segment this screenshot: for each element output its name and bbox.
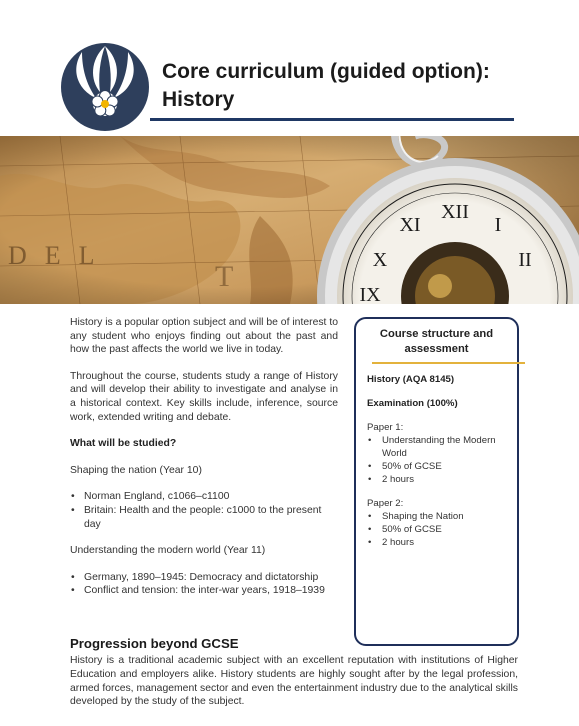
studied-heading: What will be studied? [70, 438, 177, 450]
page-title-line1: Core curriculum (guided option): [162, 60, 490, 83]
list-item: • Germany, 1890–1945: Democracy and dictatorship [70, 571, 338, 585]
svg-text:X: X [372, 249, 388, 271]
course-structure-content [367, 373, 515, 560]
page-title [162, 58, 490, 114]
paper2-list [367, 510, 515, 549]
map-and-pocket-watch-banner-image [0, 136, 579, 304]
svg-text:I: I [494, 214, 502, 236]
svg-text:XII: XII [441, 201, 469, 223]
list-item: • 2 hours [367, 536, 515, 549]
section2-list [70, 571, 338, 598]
svg-text:IX: IX [359, 284, 381, 304]
paper1-list [367, 434, 515, 486]
section1-list [70, 490, 338, 531]
progression-paragraph: History is a traditional academic subject with an excellent reputation with institutions of Higher Education and employers alike. History students are highly sought after by the legal profession, armed forces, management sector and even the entertainment industry due to the analytical skills developed by the study of the subject. [70, 655, 518, 708]
course-paragraph: Throughout the course, students study a range of History and will develop their ability to investigate and analyse in a historical context. Key skills include, inference, source work, extended writing and debate. [70, 370, 338, 423]
course-structure-box [354, 317, 519, 646]
svg-text:XI: XI [399, 214, 421, 236]
list-item: • Understanding the Modern World [367, 434, 515, 460]
list-item: • Norman England, c1066–c1100 [70, 490, 338, 504]
exam-weighting: Examination (100%) [367, 398, 458, 409]
list-item: • Shaping the Nation [367, 510, 515, 523]
intro-paragraph: History is a popular option subject and will be of interest to any student who enjoys finding out about the past and how the past affects the world we live in today. [70, 317, 338, 356]
progression-heading: Progression beyond GCSE [70, 636, 239, 651]
course-structure-divider [372, 362, 525, 364]
list-item: • 50% of GCSE [367, 523, 515, 536]
main-content-column [70, 316, 338, 611]
page-title-line2: History [162, 88, 235, 111]
title-underline [150, 118, 514, 121]
course-structure-title: Course structure and assessment [379, 328, 494, 355]
section2-title: Understanding the modern world (Year 11) [70, 545, 266, 557]
list-item: • 50% of GCSE [367, 460, 515, 473]
spec-code: History (AQA 8145) [367, 374, 455, 385]
list-item: • 2 hours [367, 473, 515, 486]
list-item: • Conflict and tension: the inter-war years, 1918–1939 [70, 584, 338, 598]
paper1-title: Paper 1: [367, 422, 404, 433]
paper2-title: Paper 2: [367, 498, 404, 509]
list-item: • Britain: Health and the people: c1000 to the present day [70, 504, 338, 531]
svg-text:II: II [518, 249, 532, 271]
school-crest-logo [60, 40, 150, 132]
section1-title: Shaping the nation (Year 10) [70, 464, 202, 476]
